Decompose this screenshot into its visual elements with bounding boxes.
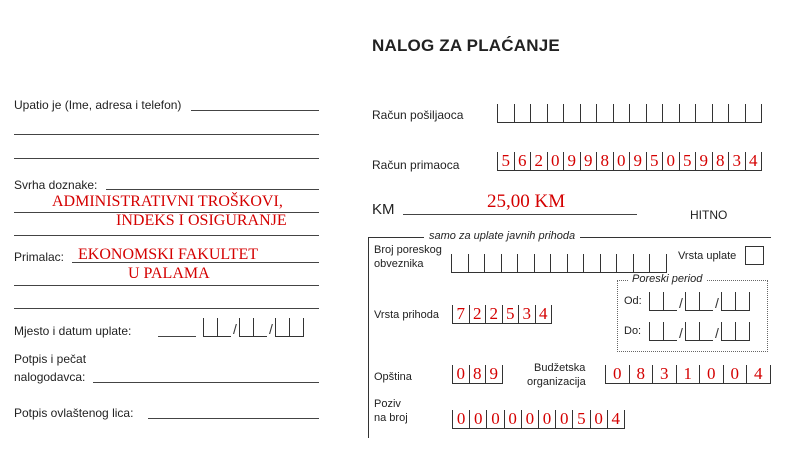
digit: 4 <box>539 304 548 323</box>
datum-boxes[interactable]: / / <box>203 318 304 337</box>
budzetska-cell[interactable] <box>629 365 653 384</box>
digit: 0 <box>551 151 560 170</box>
poziv-cell[interactable] <box>504 410 521 429</box>
racun-primaoca-boxes[interactable] <box>497 152 762 171</box>
racun-primaoca-cell[interactable] <box>646 152 663 171</box>
racun-posiljaoca-cell[interactable] <box>563 104 580 123</box>
racun-posiljaoca-cell[interactable] <box>547 104 564 123</box>
vrsta-prihoda-boxes[interactable] <box>452 305 552 324</box>
potpis-pecat-line[interactable] <box>93 382 319 383</box>
racun-posiljaoca-cell[interactable] <box>629 104 646 123</box>
digit: 5 <box>683 151 692 170</box>
svrha-value-2: INDEKS I OSIGURANJE <box>116 212 287 229</box>
poreski-cell[interactable] <box>501 254 518 273</box>
racun-primaoca-cell[interactable] <box>629 152 646 171</box>
racun-primaoca-cell[interactable] <box>728 152 745 171</box>
racun-primaoca-cell[interactable] <box>514 152 531 171</box>
upatio-line-2[interactable] <box>14 134 319 135</box>
poreski-cell[interactable] <box>534 254 551 273</box>
budzetska-cell[interactable] <box>746 365 771 384</box>
potpis-pecat-label-1: Potpis i pečat <box>14 352 87 366</box>
poziv-cell[interactable] <box>538 410 555 429</box>
hitno-label: HITNO <box>690 208 728 222</box>
mjesto-line[interactable] <box>158 336 196 337</box>
digit: 0 <box>707 364 716 383</box>
poreski-cell[interactable] <box>567 254 584 273</box>
racun-posiljaoca-cell[interactable] <box>745 104 763 123</box>
opstina-cell[interactable] <box>485 365 503 384</box>
racun-primaoca-label: Račun primaoca <box>372 158 460 172</box>
poziv-label-2: na broj <box>374 412 408 424</box>
opstina-label: Opština <box>374 371 412 383</box>
vrsta-prihoda-cell[interactable] <box>469 305 486 324</box>
racun-primaoca-cell[interactable] <box>695 152 712 171</box>
digit: 0 <box>730 364 739 383</box>
digit: 5 <box>501 151 510 170</box>
digit: 1 <box>683 364 692 383</box>
potpis-pecat-label-2: nalogodavca: <box>14 370 86 384</box>
digit: 3 <box>522 304 531 323</box>
digit: 0 <box>456 364 465 383</box>
poreski-cell[interactable] <box>451 254 468 273</box>
vrsta-prihoda-cell[interactable] <box>452 305 469 324</box>
racun-posiljaoca-cell[interactable] <box>497 104 514 123</box>
digit: 7 <box>456 304 465 323</box>
racun-posiljaoca-cell[interactable] <box>662 104 679 123</box>
digit: 0 <box>525 409 535 428</box>
vrsta-uplate-label: Vrsta uplate <box>678 250 737 262</box>
primalac-label: Primalac: <box>14 250 65 264</box>
digit: 0 <box>456 409 466 428</box>
digit: 0 <box>559 409 569 428</box>
racun-primaoca-cell[interactable] <box>712 152 729 171</box>
vrsta-prihoda-label: Vrsta prihoda <box>374 309 440 321</box>
poreski-cell[interactable] <box>484 254 501 273</box>
poreski-cell[interactable] <box>550 254 567 273</box>
digit: 0 <box>594 409 603 428</box>
primalac-line-3[interactable] <box>14 308 319 309</box>
racun-primaoca-cell[interactable] <box>547 152 564 171</box>
racun-primaoca-cell[interactable] <box>745 152 763 171</box>
svrha-line-1[interactable] <box>106 189 319 190</box>
budzetska-label-1: Budžetska <box>534 362 586 374</box>
digit: 5 <box>506 304 515 323</box>
digit: 9 <box>584 151 593 170</box>
digit: 8 <box>716 151 725 170</box>
potpis-lica-line[interactable] <box>148 418 319 419</box>
digit: 9 <box>633 151 642 170</box>
vrsta-prihoda-cell[interactable] <box>535 305 553 324</box>
budzetska-cell[interactable] <box>605 365 629 384</box>
od-label: Od: <box>624 295 642 307</box>
poreski-cell[interactable] <box>517 254 534 273</box>
digit: 4 <box>611 409 621 428</box>
digit: 6 <box>518 151 527 170</box>
digit: 0 <box>613 364 622 383</box>
digit: 4 <box>754 364 763 383</box>
upatio-line-1[interactable] <box>191 110 319 111</box>
digit: 2 <box>489 304 498 323</box>
poziv-cell[interactable] <box>452 410 469 429</box>
poziv-cell[interactable] <box>607 410 625 429</box>
digit: 8 <box>636 364 645 383</box>
digit: 0 <box>542 409 552 428</box>
upatio-label: Upatio je (Ime, adresa i telefon) <box>14 98 182 112</box>
poreski-cell[interactable] <box>600 254 617 273</box>
digit: 9 <box>567 151 576 170</box>
km-label: KM <box>372 201 395 218</box>
digit: 4 <box>749 151 758 170</box>
racun-primaoca-cell[interactable] <box>580 152 597 171</box>
racun-posiljaoca-cell[interactable] <box>695 104 712 123</box>
budzetska-cell[interactable] <box>699 365 723 384</box>
poziv-cell[interactable] <box>486 410 503 429</box>
poziv-cell[interactable] <box>521 410 538 429</box>
poziv-cell[interactable] <box>555 410 572 429</box>
do-label: Do: <box>624 325 642 337</box>
vrsta-prihoda-cell[interactable] <box>502 305 519 324</box>
racun-primaoca-cell[interactable] <box>662 152 679 171</box>
racun-posiljaoca-cell[interactable] <box>596 104 613 123</box>
vrsta-prihoda-cell[interactable] <box>485 305 502 324</box>
digit: 8 <box>600 151 609 170</box>
poziv-label-1: Poziv <box>374 398 401 410</box>
poziv-cell[interactable] <box>572 410 589 429</box>
digit: 2 <box>534 151 543 170</box>
svrha-line-3[interactable] <box>14 235 319 236</box>
blank-header-area <box>0 0 330 82</box>
poreski-cell[interactable] <box>633 254 650 273</box>
racun-posiljaoca-cell[interactable] <box>514 104 531 123</box>
opstina-cell[interactable] <box>452 365 469 384</box>
digit: 9 <box>699 151 708 170</box>
opstina-boxes[interactable] <box>452 365 503 384</box>
poreski-period-label: Poreski period <box>628 273 706 285</box>
broj-poreskog-label-1: Broj poreskog <box>374 244 442 256</box>
racun-primaoca-cell[interactable] <box>530 152 547 171</box>
digit: 0 <box>491 409 500 428</box>
poreski-period-box <box>617 280 768 352</box>
poreski-cell[interactable] <box>468 254 485 273</box>
broj-poreskog-boxes[interactable] <box>451 254 667 273</box>
racun-primaoca-cell[interactable] <box>497 152 514 171</box>
vrsta-uplate-box[interactable] <box>745 246 764 265</box>
vrsta-prihoda-cell[interactable] <box>518 305 535 324</box>
potpis-lica-label: Potpis ovlaštenog lica: <box>14 406 134 420</box>
primalac-value-1: EKONOMSKI FAKULTET <box>78 246 258 263</box>
opstina-cell[interactable] <box>469 365 486 384</box>
digit: 2 <box>473 304 482 323</box>
racun-posiljaoca-cell[interactable] <box>679 104 696 123</box>
racun-primaoca-cell[interactable] <box>679 152 696 171</box>
racun-posiljaoca-cell[interactable] <box>712 104 729 123</box>
racun-posiljaoca-label: Račun pošiljaoca <box>372 108 464 122</box>
primalac-line-2[interactable] <box>14 285 319 286</box>
digit: 0 <box>666 151 675 170</box>
digit: 5 <box>650 151 659 170</box>
do-boxes[interactable]: / / <box>649 322 750 341</box>
digit: 0 <box>617 151 626 170</box>
digit: 0 <box>508 409 517 428</box>
budzetska-cell[interactable] <box>652 365 676 384</box>
km-line[interactable] <box>403 214 637 215</box>
digit: 3 <box>732 151 741 170</box>
km-value: 25,00 KM <box>487 191 566 212</box>
poziv-cell[interactable] <box>469 410 486 429</box>
racun-primaoca-cell[interactable] <box>563 152 580 171</box>
digit: 5 <box>577 409 586 428</box>
poziv-cell[interactable] <box>590 410 607 429</box>
racun-primaoca-cell[interactable] <box>596 152 613 171</box>
digit: 8 <box>473 364 482 383</box>
digit: 3 <box>660 364 669 383</box>
section-label: samo za uplate javnih prihoda <box>424 230 580 242</box>
racun-primaoca-cell[interactable] <box>613 152 630 171</box>
digit: 0 <box>474 409 483 428</box>
upatio-line-3[interactable] <box>14 158 319 159</box>
budzetska-cell[interactable] <box>723 365 747 384</box>
poziv-boxes[interactable] <box>452 410 625 429</box>
budzetska-label-2: organizacija <box>527 376 586 388</box>
racun-posiljaoca-boxes[interactable] <box>497 104 762 123</box>
broj-poreskog-label-2: obveznika <box>374 258 424 270</box>
racun-posiljaoca-cell[interactable] <box>646 104 663 123</box>
poreski-cell[interactable] <box>616 254 633 273</box>
poreski-cell[interactable] <box>583 254 600 273</box>
budzetska-boxes[interactable] <box>605 365 771 384</box>
digit: 9 <box>489 364 498 383</box>
form-title: NALOG ZA PLAĆANJE <box>372 36 560 55</box>
racun-posiljaoca-cell[interactable] <box>530 104 547 123</box>
svrha-label: Svrha doznake: <box>14 178 98 192</box>
primalac-value-2: U PALAMA <box>128 265 210 282</box>
poreski-cell[interactable] <box>649 254 667 273</box>
svrha-value-1: ADMINISTRATIVNI TROŠKOVI, <box>52 193 283 210</box>
budzetska-cell[interactable] <box>676 365 700 384</box>
racun-posiljaoca-cell[interactable] <box>728 104 745 123</box>
mjesto-label: Mjesto i datum uplate: <box>14 324 132 338</box>
racun-posiljaoca-cell[interactable] <box>580 104 597 123</box>
od-boxes[interactable]: / / <box>649 292 750 311</box>
racun-posiljaoca-cell[interactable] <box>613 104 630 123</box>
